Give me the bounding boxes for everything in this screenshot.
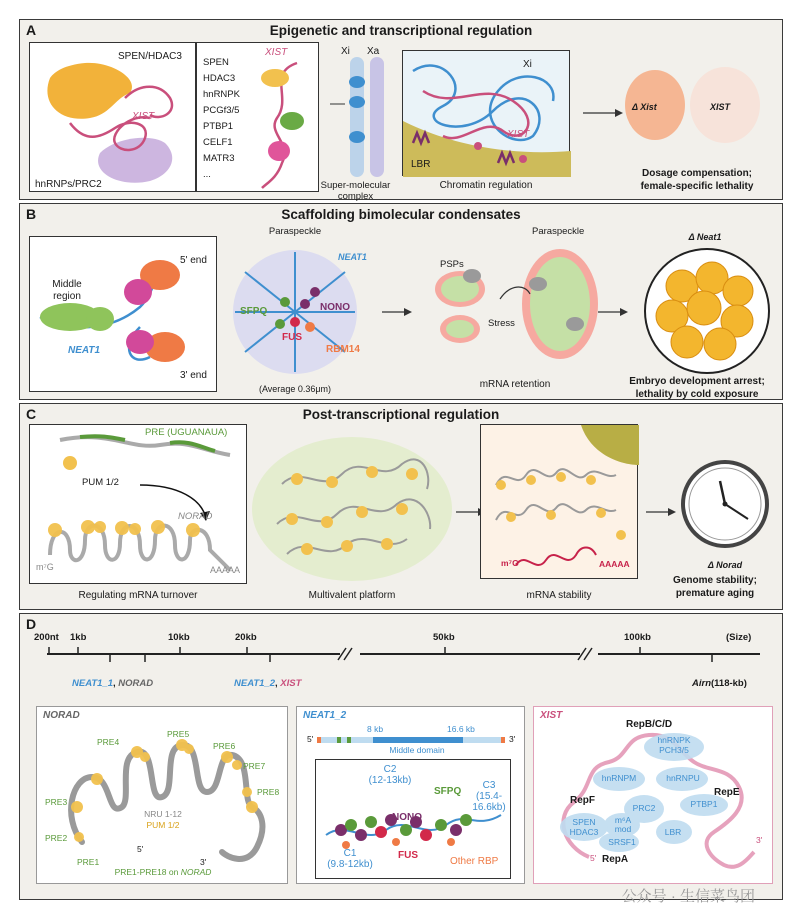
comma: , <box>275 678 278 689</box>
neat1-2-domain-bar <box>297 707 526 767</box>
panel-b <box>19 203 783 400</box>
protein-item: CELF1 <box>203 137 233 148</box>
norad-mrna-inset <box>29 424 247 584</box>
airn-size-label: (118-kb) <box>711 678 747 689</box>
pre2-label: PRE2 <box>45 833 68 843</box>
xist-proteins-illustration <box>197 43 320 193</box>
pch-label: PCH3/5 <box>659 745 689 755</box>
size-scale-axis <box>20 614 784 674</box>
super-molecular-label: Super-molecular complex <box>320 180 391 202</box>
pre1-label: PRE1 <box>77 857 100 867</box>
middle-region-label <box>42 279 92 303</box>
five-prime-label: 5' <box>137 844 144 854</box>
scale-label-1kb: 1kb <box>70 632 87 643</box>
repbcd-label: RepB/C/D <box>626 719 673 730</box>
five-prime-label: 5' <box>590 853 597 863</box>
panel-c-letter: C <box>26 406 37 422</box>
hdac3-label: HDAC3 <box>569 827 599 837</box>
panel-b-title: Scaffolding bimolecular condensates <box>281 207 521 222</box>
m7g-label-2: m⁷G <box>501 558 519 568</box>
m6a-label: m⁶A <box>614 815 632 825</box>
embryo-cells-illustration <box>642 246 772 376</box>
kb8-label: 8 kb <box>367 724 384 734</box>
panel-a-title: Epigenetic and transcriptional regulation <box>269 23 533 38</box>
paraspeckle-label: Paraspeckle <box>268 226 322 237</box>
watermark: 公众号 · 生信菜鸟团 <box>621 888 755 905</box>
neat1-2-box-title: NEAT1_2 <box>303 710 347 721</box>
mrna-stability-inset <box>480 424 638 579</box>
panel-d-letter: D <box>26 616 37 632</box>
scale-label-200nt: 200nt <box>34 632 59 643</box>
pre-footer-norad: NORAD <box>180 867 212 877</box>
c1-range-label: (9.8-12kb) <box>327 859 373 870</box>
pre3-label: PRE3 <box>45 797 68 807</box>
embryo-label: Embryo development arrest; <box>629 376 765 387</box>
neat1-label: NEAT1 <box>68 345 101 356</box>
hnrnpm-label: hnRNPM <box>601 773 637 783</box>
pre4-label: PRE4 <box>97 737 120 747</box>
mod-label: mod <box>614 824 632 834</box>
srsf1-label: SRSF1 <box>608 837 636 847</box>
delta-norad-label: Δ Norad <box>707 560 743 570</box>
protein-item: SPEN <box>203 57 229 68</box>
panel-d <box>19 613 783 900</box>
gene-marker-airn <box>692 678 747 689</box>
protein-item: ... <box>203 169 211 180</box>
panel-b-letter: B <box>26 206 37 222</box>
protein-item: HDAC3 <box>203 73 236 84</box>
five-end-label: 5' end <box>180 255 207 266</box>
c3-label: C3 <box>482 780 496 791</box>
neat1-2-detail-inset <box>315 759 511 879</box>
chromatin-inset <box>402 50 570 176</box>
aaaaa-label-2: AAAAA <box>599 559 630 569</box>
norad-box-title: NORAD <box>43 710 80 721</box>
prc2-label: PRC2 <box>632 803 656 813</box>
spen-hdac3-label: SPEN/HDAC3 <box>118 51 182 62</box>
scale-label-10kb: 10kb <box>168 632 190 643</box>
middle-domain-label: Middle domain <box>389 745 445 755</box>
nono-label: NONO <box>320 302 350 313</box>
norad-loop-illustration <box>37 707 289 885</box>
protein-item: MATR3 <box>203 153 235 164</box>
c3-range-label-2: 16.6kb) <box>472 802 506 813</box>
arrow-icon <box>598 307 628 317</box>
xist-label-2: XIST <box>265 47 288 58</box>
m7g-label: m⁷G <box>36 562 54 572</box>
gene-marker-norad <box>72 678 153 689</box>
arrow-icon <box>382 307 412 317</box>
panel-c <box>19 403 783 610</box>
comma: , <box>113 678 116 689</box>
pre-footer-prefix: PRE1-PRE18 on <box>114 867 181 877</box>
xi-label-2: Xi <box>523 59 532 70</box>
five-prime-label: 5' <box>307 734 314 744</box>
norad-structure-box <box>36 706 288 884</box>
lbr-label: LBR <box>411 159 431 170</box>
three-end-label: 3' end <box>180 370 207 381</box>
chromatin-regulation-label: Chromatin regulation <box>439 180 533 191</box>
xist-complex-illustration <box>30 43 197 193</box>
scale-label-100kb: 100kb <box>624 632 651 643</box>
clock-icon <box>680 459 770 549</box>
fus-label: FUS <box>282 332 302 343</box>
xist-box-title: XIST <box>540 710 563 721</box>
psps-label: PSPs <box>440 259 464 270</box>
airn-label: Airn <box>692 678 711 689</box>
stress-label: Stress <box>488 318 515 329</box>
panel-a-letter: A <box>26 22 37 38</box>
repe-label: RepE <box>714 787 740 798</box>
xa-label: Xa <box>367 46 380 57</box>
aging-label: premature aging <box>675 588 755 599</box>
neat1-1-label: NEAT1_1 <box>72 678 114 689</box>
xist-complex-inset <box>29 42 196 192</box>
pre8-label: PRE8 <box>257 787 280 797</box>
xist-label-3: XIST <box>507 129 530 140</box>
panel-c-title: Post-transcriptional regulation <box>302 407 500 422</box>
regulating-label: Regulating mRNA turnover <box>78 590 198 601</box>
c2-label: C2 <box>383 764 397 775</box>
pum-label: PUM 1/2 <box>82 477 119 488</box>
cold-label: lethality by cold exposure <box>635 389 759 400</box>
average-label: (Average 0.36μm) <box>258 384 332 394</box>
neat1-2-label: NEAT1_2 <box>234 678 276 689</box>
sfpq-label-d: SFPQ <box>434 786 462 797</box>
hnrnpu-label: hnRNPU <box>666 773 700 783</box>
c2-range-label: (12-13kb) <box>368 775 412 786</box>
repf-label: RepF <box>570 795 595 806</box>
protein-list-inset <box>196 42 319 192</box>
mrna-retention-label: mRNA retention <box>479 379 551 390</box>
multivalent-illustration <box>252 434 452 584</box>
protein-item: PCGf3/5 <box>203 105 240 116</box>
protein-item: hnRNPK <box>203 89 240 100</box>
dosage-label: Dosage compensation; <box>641 168 753 179</box>
mrna-stability-label: mRNA stability <box>526 590 592 601</box>
scale-label-20kb: 20kb <box>235 632 257 643</box>
xist-structure-box <box>533 706 773 884</box>
delta-neat1-label: Δ Neat1 <box>688 232 722 242</box>
rbm14-label: RBM14 <box>326 344 360 355</box>
paraspeckle-label-2: Paraspeckle <box>532 226 585 237</box>
pre7-label: PRE7 <box>243 761 266 771</box>
three-prime-label: 3' <box>200 857 207 867</box>
pre-footer <box>37 867 289 877</box>
multivalent-label: Multivalent platform <box>308 590 396 601</box>
neat1-structure-inset <box>29 236 217 392</box>
norad-illustration <box>30 425 248 585</box>
three-prime-label: 3' <box>509 734 516 744</box>
sfpq-label: SFPQ <box>240 306 268 317</box>
mrna-stability-illustration <box>481 425 639 580</box>
xist-label: XIST <box>132 111 155 122</box>
xi-label: Xi <box>341 46 350 57</box>
fus-label-d: FUS <box>398 850 418 861</box>
spen-label: SPEN <box>572 817 596 827</box>
scale-label-50kb: 50kb <box>433 632 455 643</box>
nono-label-d: NONO <box>392 812 422 823</box>
c1-label: C1 <box>343 848 357 859</box>
other-rbp-label: Other RBP <box>450 856 499 867</box>
three-prime-label: 3' <box>756 835 763 845</box>
panel-a <box>19 19 783 200</box>
xist-label-4: XIST <box>710 102 731 112</box>
nru-label: NRU 1-12 <box>144 809 182 819</box>
neat1-label-2: NEAT1 <box>338 252 367 262</box>
ptbp1-label: PTBP1 <box>690 799 718 809</box>
lbr-label-d: LBR <box>664 827 682 837</box>
aaaaa-label: AAAAA <box>210 565 241 575</box>
xist-gene-label: XIST <box>280 678 302 689</box>
pum-label-d: PUM 1/2 <box>146 820 180 830</box>
hnrnps-prc2-label: hnRNPs/PRC2 <box>35 179 102 190</box>
genome-label: Genome stability; <box>673 575 757 586</box>
chromosomes-illustration <box>320 42 390 192</box>
middle-region-text: Middle region <box>52 279 82 302</box>
scale-label-size: (Size) <box>726 632 752 643</box>
delta-xist-label: Δ Xist <box>632 102 657 112</box>
pre-label: PRE (UGUANAUA) <box>145 427 228 438</box>
norad-label: NORAD <box>178 511 213 522</box>
repa-label: RepA <box>602 854 629 865</box>
kb166-label: 16.6 kb <box>447 724 475 734</box>
protein-item: PTBP1 <box>203 121 234 132</box>
gene-marker-xist <box>234 678 301 689</box>
lethality-label: female-specific lethality <box>640 181 754 192</box>
hnrnpk-label: hnRNPK <box>657 735 691 745</box>
pre6-label: PRE6 <box>213 741 236 751</box>
neat1-2-structure-box <box>296 706 525 884</box>
norad-gene-label: NORAD <box>118 678 154 689</box>
pre5-label: PRE5 <box>167 729 190 739</box>
c3-range-label: (15.4- <box>475 791 503 802</box>
arrow-icon <box>646 507 676 517</box>
